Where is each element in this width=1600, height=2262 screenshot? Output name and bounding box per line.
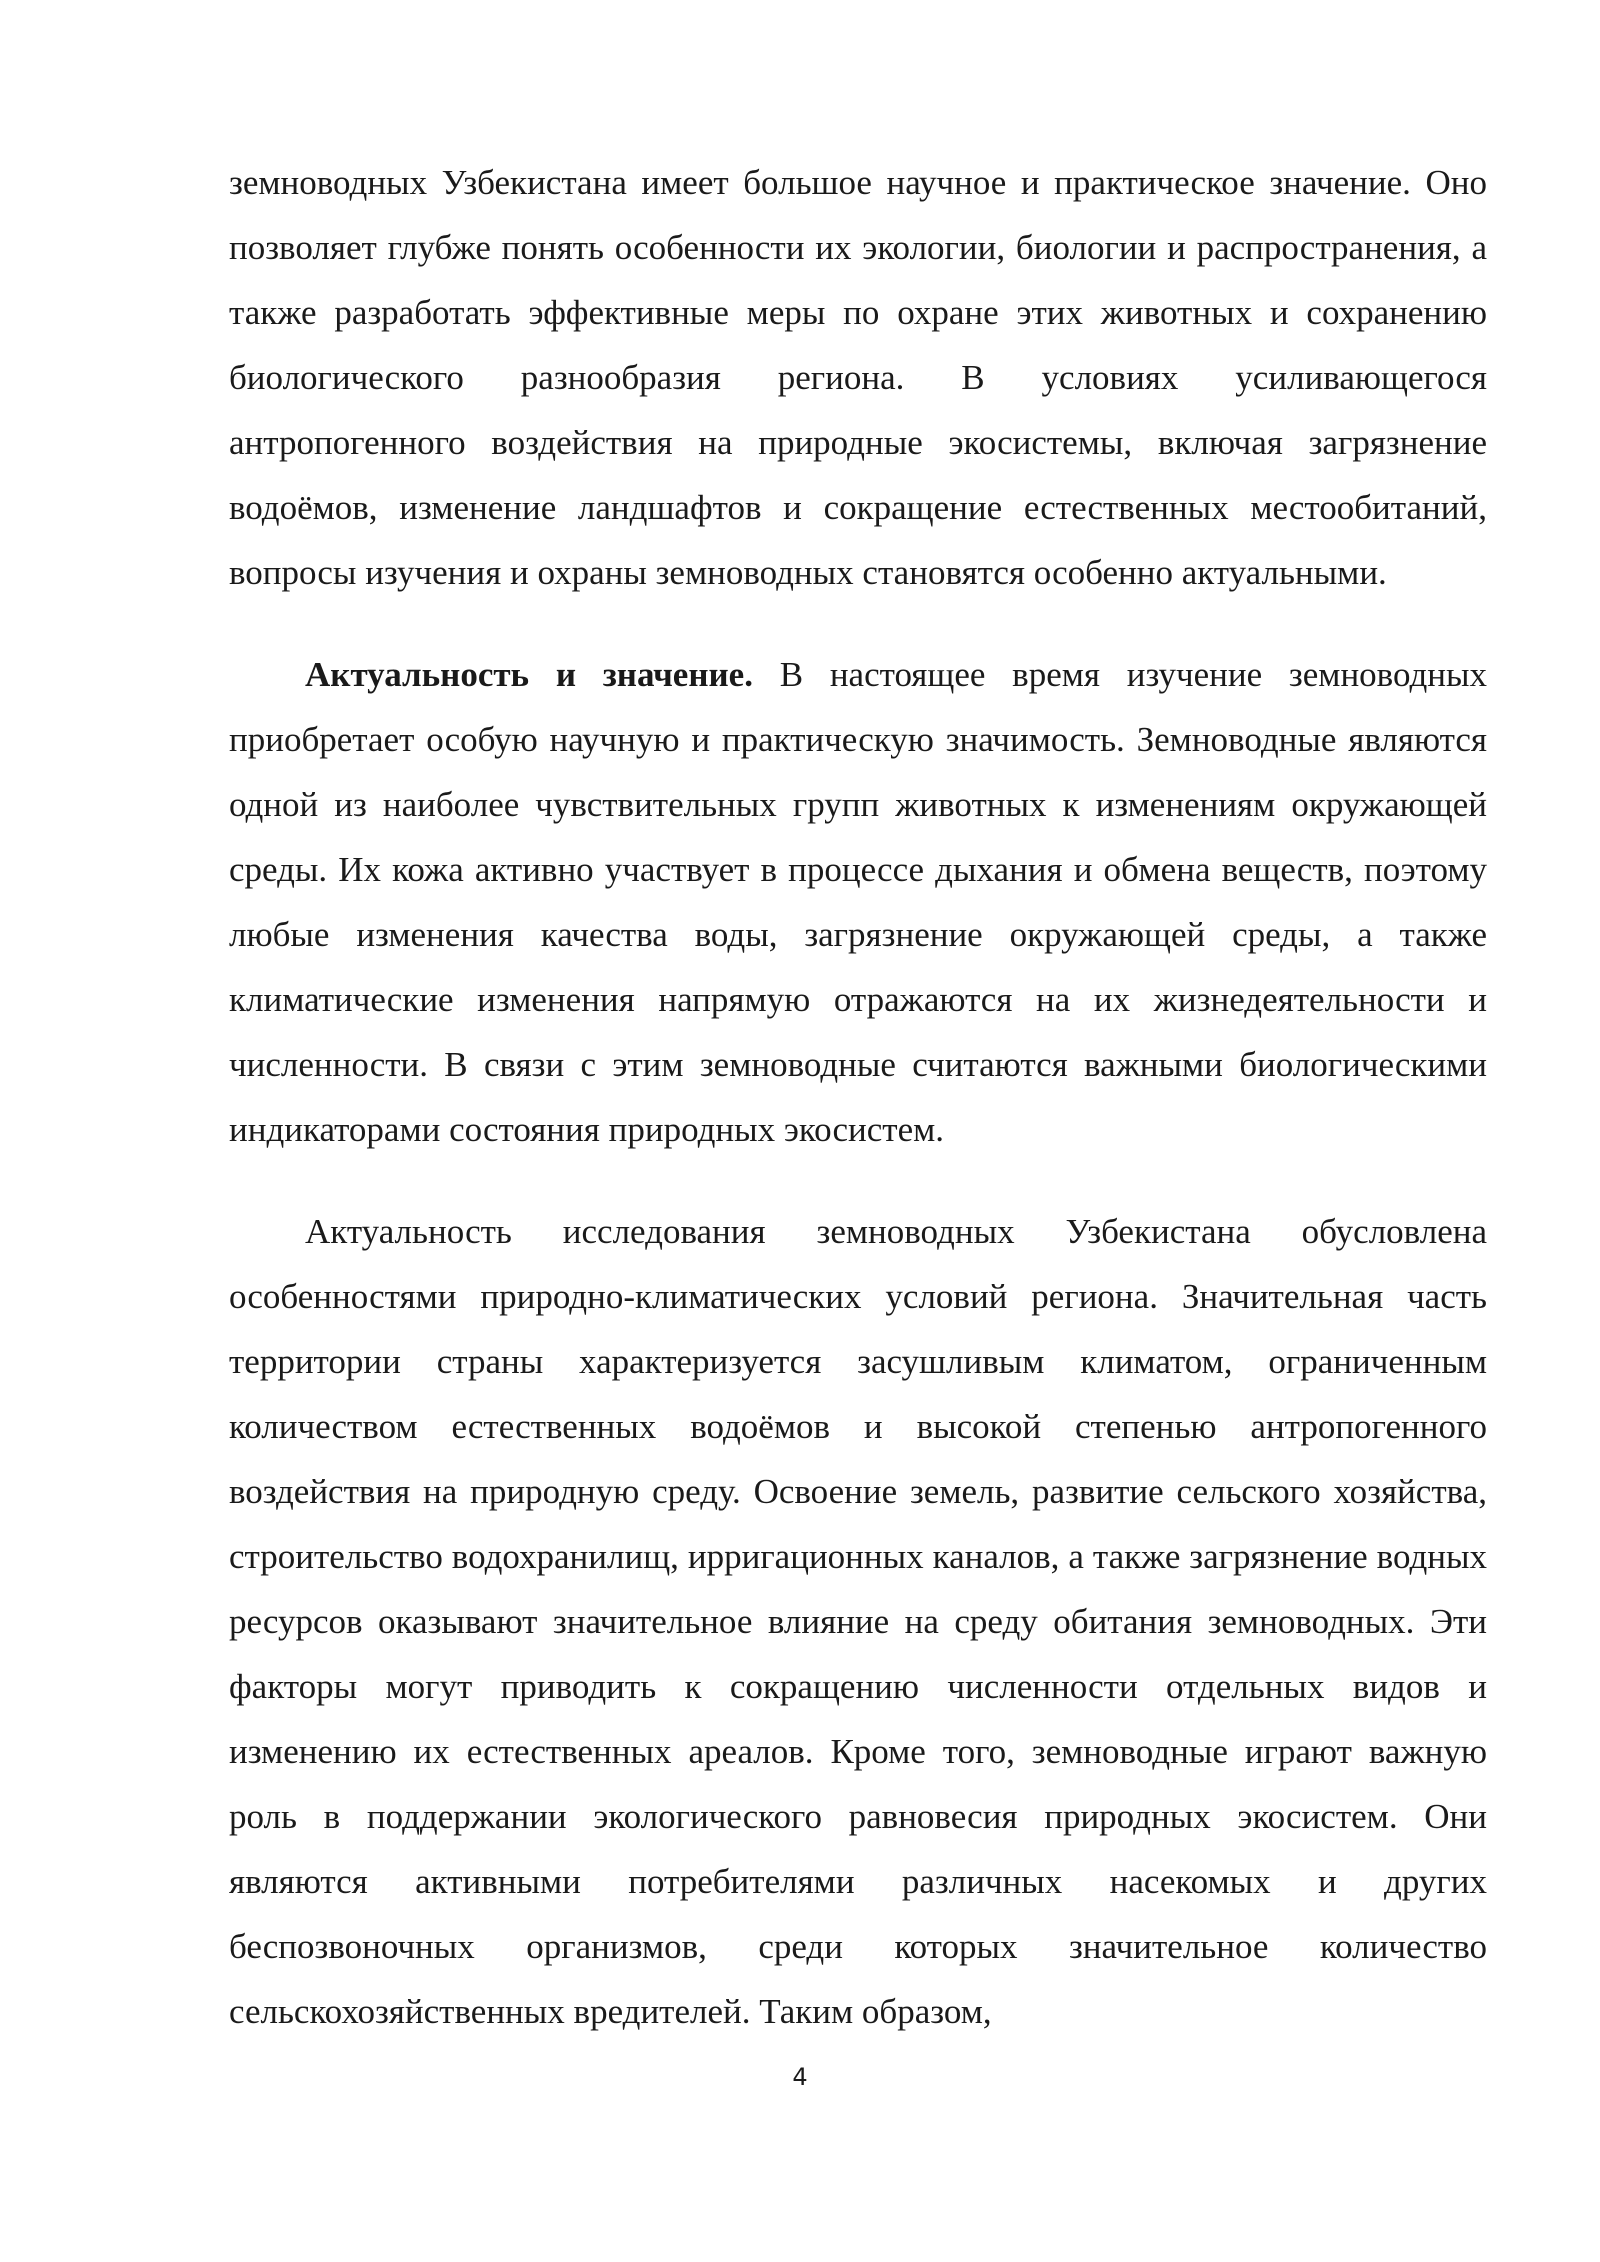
paragraph-2-heading: Актуальность и значение. bbox=[305, 655, 753, 694]
paragraph-2 bbox=[229, 642, 1487, 1162]
paragraph-2-body: В настоящее время изучение земноводных приобретает особую научную и практическую значимость. Земноводные являются одной из наиболее чувствительных групп животных к изменениям окружающей среды. Их кожа активно участвует в процессе дыхания и обмена веществ, поэтому любые изменения качества воды, загрязнение окружающей среды, а также климатические изменения напрямую отражаются на их жизнедеятельности и численности. В связи с этим земноводные считаются важными биологическими индикаторами состояния природных экосистем. bbox=[229, 655, 1488, 1149]
paragraph-1: земноводных Узбекистана имеет большое научное и практическое значение. Оно позволяет глубже понять особенности их экологии, биологии и распространения, а также разработать эффективные меры по охране этих животных и сохранению биологического разнообразия региона. В условиях усиливающегося антропогенного воздействия на природные экосистемы, включая загрязнение водоёмов, изменение ландшафтов и сокращение естественных местообитаний, вопросы изучения и охраны земноводных становятся особенно актуальными. bbox=[229, 163, 1487, 592]
page-number: 4 bbox=[792, 2063, 808, 2091]
paragraph-3: Актуальность исследования земноводных Узбекистана обусловлена особенностями природно-климатических условий региона. Значительная часть территории страны характеризуется засушливым климатом, ограниченным количеством естественных водоёмов и высокой степенью антропогенного воздействия на природную среду. Освоение земель, развитие сельского хозяйства, строительство водохранилищ, ирригационных каналов, а также загрязнение водных ресурсов оказывают значительное влияние на среду обитания земноводных. Эти факторы могут приводить к сокращению численности отдельных видов и изменению их естественных ареалов. Кроме того, земноводные играют важную роль в поддержании экологического равновесия природных экосистем. Они являются активными потребителями различных насекомых и других беспозвоночных организмов, среди которых значительное количество сельскохозяйственных вредителей. Таким образом, bbox=[229, 1212, 1487, 2031]
body-text bbox=[229, 150, 1487, 2044]
